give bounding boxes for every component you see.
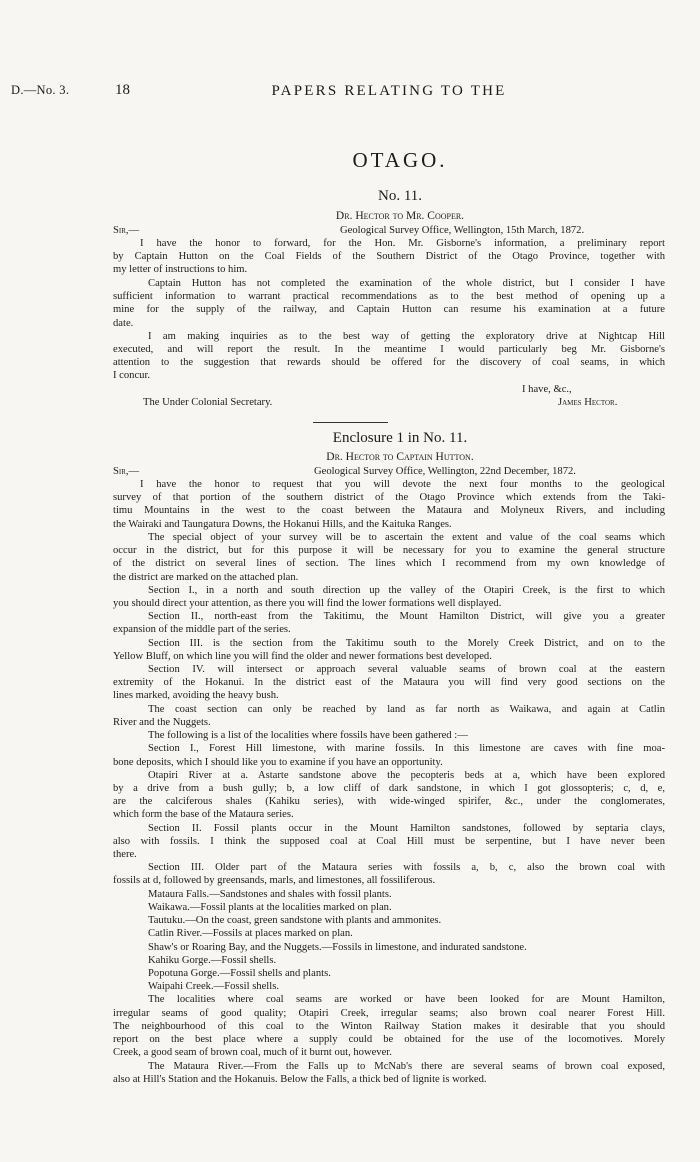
enclosure-line: Popotuna Gorge.—Fossil shells and plants. bbox=[148, 968, 331, 979]
enclosure-line: bone deposits, which I should like you to examine if you have an opportunity. bbox=[113, 757, 443, 768]
letter-line: Captain Hutton has not completed the examination of the whole district, but I consider I have bbox=[148, 278, 665, 289]
enclosure-salutation: Sir,— bbox=[113, 466, 140, 477]
enclosure-line: by a drive from a bush gully; b, a low cliff of dark sandstone, in which I got glossopteris; c, d, e, bbox=[113, 783, 665, 794]
enclosure-line: Section I., Forest Hill limestone, with marine fossils. In this limestone are caves with fine moa- bbox=[148, 743, 665, 754]
enclosure-line: Kahiku Gorge.—Fossil shells. bbox=[148, 955, 277, 966]
letter-signature: James Hector. bbox=[558, 397, 618, 408]
letter-salutation: Sir,— bbox=[113, 225, 140, 236]
enclosure-line: Waikawa.—Fossil plants at the localities marked on plan. bbox=[148, 902, 392, 913]
letter-line: my letter of instructions to him. bbox=[113, 264, 248, 275]
enclosure-line: also at Hill's Station and the Hokanuis. Below the Falls, a thick bed of lignite is worked. bbox=[113, 1074, 487, 1085]
enclosure-line: expansion of the middle part of the series. bbox=[113, 624, 291, 635]
enclosure-line: Catlin River.—Fossils at places marked on plan. bbox=[148, 928, 353, 939]
enclosure-line: timu Mountains in the west to the coast between the Mataura and Molyneux Rivers, and including bbox=[113, 505, 665, 516]
enclosure-line: Section IV. will intersect or approach several valuable seams of brown coal at the eastern bbox=[148, 664, 665, 675]
enclosure-line: Section II. Fossil plants occur in the Mount Hamilton sandstones, followed by septaria clays, bbox=[148, 823, 665, 834]
running-title: PAPERS RELATING TO THE bbox=[271, 83, 507, 99]
letter-line: sufficient information to warrant practical recommendations as to the best method of opening up a bbox=[113, 291, 665, 302]
enclosure-line: you should direct your attention, as there you will find the lower formations well displayed. bbox=[113, 598, 502, 609]
enclosure-title: Enclosure 1 in No. 11. bbox=[332, 430, 468, 446]
enclosure-line: the district are marked on the attached plan. bbox=[113, 572, 299, 583]
enclosure-address: Geological Survey Office, Wellington, 22nd December, 1872. bbox=[314, 466, 576, 477]
enclosure-line: Mataura Falls.—Sandstones and shales with fossil plants. bbox=[148, 889, 392, 900]
enclosure-line: Waipahi Creek.—Fossil shells. bbox=[148, 981, 279, 992]
enclosure-line: Otapiri River at a. Astarte sandstone above the pecopteris beds at a, which have been explored bbox=[148, 770, 665, 781]
enclosure-line: The following is a list of the localities where fossils have been gathered :— bbox=[148, 730, 468, 741]
enclosure-line: lines marked, avoiding the heavy bush. bbox=[113, 690, 279, 701]
enclosure-line: The special object of your survey will be to ascertain the extent and value of the coal seams which bbox=[148, 532, 665, 543]
enclosure-line: Creek, a good seam of brown coal, much of it burnt out, however. bbox=[113, 1047, 392, 1058]
enclosure-line: also with fossils. I think the supposed coal at Coal Hill must be serpentine, but I have never been bbox=[113, 836, 665, 847]
enclosure-line: I have the honor to request that you will devote the next four months to the geological bbox=[140, 479, 665, 490]
letter-line: I am making inquiries as to the best way of getting the exploratory drive at Nightcap Hill bbox=[148, 331, 665, 342]
enclosure-line: Section II., north-east from the Takitimu, the Mount Hamilton District, will give you a greater bbox=[148, 611, 665, 622]
enclosure-line: Yellow Bluff, on which line you will find the older and newer formations best developed. bbox=[113, 651, 492, 662]
letter-from-to: Dr. Hector to Mr. Cooper. bbox=[335, 210, 465, 222]
letter-line: I concur. bbox=[113, 370, 151, 381]
letter-line: date. bbox=[113, 318, 134, 329]
letter-line: mine for the supply of the railway, and Captain Hutton can resume his examination at a future bbox=[113, 304, 665, 315]
enclosure-line: fossils at d, followed by greensands, marls, and limestones, all fossiliferous. bbox=[113, 875, 436, 886]
page-number: 18 bbox=[115, 82, 130, 98]
enclosure-line: irregular seams of good quality; Otapiri Creek, irregular seams; also brown coal nearer Forest Hill. bbox=[113, 1008, 665, 1019]
enclosure-line: Section III. Older part of the Mataura series with fossils a, b, c, also the brown coal with bbox=[148, 862, 665, 873]
document-code: D.—No. 3. bbox=[11, 83, 70, 97]
enclosure-line: the Wairaki and Taungatura Downs, the Hokanui Hills, and the Kaituka Ranges. bbox=[113, 519, 452, 530]
enclosure-line: Section I., in a north and south direction up the valley of the Otapiri Creek, is the first to which bbox=[148, 585, 665, 596]
letter-line: executed, and will report the result. In the meantime I would particularly beg Mr. Gisborne's bbox=[113, 344, 665, 355]
letter-line: by Captain Hutton on the Coal Fields of the Southern District of the Otago Province, together with bbox=[113, 251, 665, 262]
section-divider bbox=[313, 422, 388, 423]
enclosure-line: The localities where coal seams are worked or have been looked for are Mount Hamilton, bbox=[148, 994, 665, 1005]
running-header bbox=[0, 83, 700, 103]
enclosure-line: Tautuku.—On the coast, green sandstone with plants and ammonites. bbox=[148, 915, 442, 926]
letter-closing: I have, &c., bbox=[522, 384, 572, 395]
enclosure-line: extremity of the Hokanui. In the district east of the Mataura you will find very good sections on the bbox=[113, 677, 665, 688]
enclosure-line: Shaw's or Roaring Bay, and the Nuggets.—Fossils in limestone, and indurated sandstone. bbox=[148, 942, 527, 953]
letter-line: I have the honor to forward, for the Hon. Mr. Gisborne's information, a preliminary report bbox=[140, 238, 665, 249]
enclosure-from-to: Dr. Hector to Captain Hutton. bbox=[326, 451, 474, 463]
enclosure-line: which form the base of the Mataura series. bbox=[113, 809, 294, 820]
enclosure-line: report on the best place where a supply could be obtained for the use of the locomotives. Morely bbox=[113, 1034, 665, 1045]
enclosure-line: The Mataura River.—From the Falls up to McNab's there are several seams of brown coal exposed, bbox=[148, 1061, 665, 1072]
region-heading: OTAGO. bbox=[352, 148, 448, 172]
enclosure-line: River and the Nuggets. bbox=[113, 717, 211, 728]
enclosure-line: are the calciferous shales (Kahiku series), with wide-winged spirifer, &c., under the conglomerates, bbox=[113, 796, 665, 807]
enclosure-line: Section III. is the section from the Takitimu south to the Morely Creek District, and on to the bbox=[148, 638, 665, 649]
enclosure-line: of the district on several lines of section. The lines which I recommend from my own knowledge of bbox=[113, 558, 665, 569]
enclosure-line: there. bbox=[113, 849, 137, 860]
letter-number: No. 11. bbox=[377, 188, 423, 204]
letter-line: attention to the suggestion that rewards should be offered for the discovery of coal seams, in which bbox=[113, 357, 665, 368]
enclosure-line: occur in the district, but for this purpose it will be necessary for you to examine the general structure bbox=[113, 545, 665, 556]
enclosure-line: The neighbourhood of this coal to the Winton Railway Station makes it desirable that you should bbox=[113, 1021, 665, 1032]
letter-address: Geological Survey Office, Wellington, 15th March, 1872. bbox=[340, 225, 585, 236]
enclosure-line: The coast section can only be reached by land as far north as Waikawa, and again at Catlin bbox=[148, 704, 665, 715]
enclosure-line: survey of that portion of the southern district of the Otago Province which extends from the Taki- bbox=[113, 492, 665, 503]
letter-recipient: The Under Colonial Secretary. bbox=[143, 397, 273, 408]
